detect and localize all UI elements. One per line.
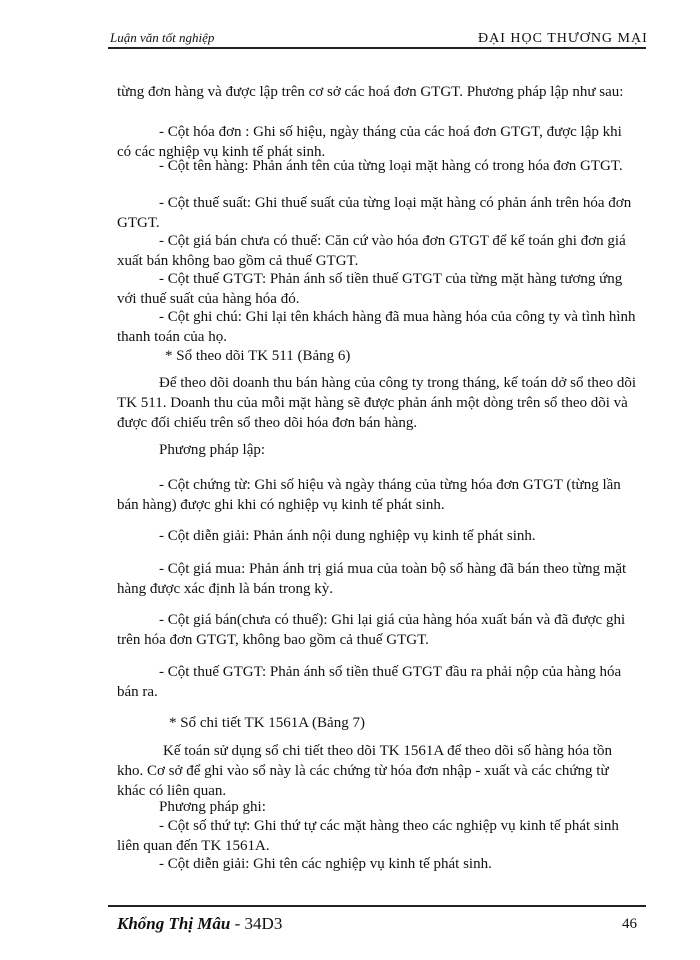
header-divider [108,47,646,49]
paragraph-purchase-price-column: - Cột giá mua: Phản ánh trị giá mua của toàn bộ số hàng đã bán theo từng mặt hàng được xác định là bán trong kỳ. [117,561,627,597]
running-header-university: ĐẠI HỌC THƯƠNG MẠI [478,31,648,46]
paragraph-vat-column: - Cột thuế GTGT: Phản ánh số tiền thuế GTGT của từng mặt hàng tương ứng với thuế suất của hàng hóa đó. [117,271,623,307]
paragraph-explanation-column-2: - Cột diễn giải: Ghi tên các nghiệp vụ kinh tế phát sinh. [159,856,492,872]
footer-author [117,914,282,934]
paragraph-method-intro: từng đơn hàng và được lập trên cơ sở các hoá đơn GTGT. Phương pháp lập như sau: [117,84,624,100]
paragraph-output-vat-column: - Cột thuế GTGT: Phản ánh số tiền thuế GTGT đầu ra phải nộp của hàng hóa bán ra. [117,664,622,700]
paragraph-selling-price-column: - Cột giá bán(chưa có thuế): Ghi lại giá của hàng hóa xuất bán và đã được ghi trên hóa đơn GTGT, không bao gồm cả thuế GTGT. [117,612,626,648]
paragraph-item-name-column: - Cột tên hàng: Phản ánh tên của từng loại mặt hàng có trong hóa đơn GTGT. [159,158,623,174]
paragraph-recording-method: Phương pháp ghi: [159,799,266,815]
footer-divider [108,905,646,907]
paragraph-note-column: - Cột ghi chú: Ghi lại tên khách hàng đã mua hàng hóa của công ty và tình hình thanh toán của họ. [117,309,636,345]
paragraph-serial-number-column: - Cột số thứ tự: Ghi thứ tự các mặt hàng theo các nghiệp vụ kinh tế phát sinh liên quan đến TK 1561A. [117,818,619,854]
author-name: Khổng Thị Mâu [117,914,231,933]
paragraph-method-heading: Phương pháp lập: [159,442,266,458]
paragraph-tax-rate-column: - Cột thuế suất: Ghi thuế suất của từng loại mặt hàng có phản ánh trên hóa đơn GTGT. [117,195,632,231]
paragraph-tk-1561a-description: Kế toán sử dụng sổ chi tiết theo dõi TK 1561A để theo dõi số hàng hóa tồn kho. Cơ sở để ghi vào sổ này là các chứng từ hóa đơn nhập - xuất và các chứng từ khác có liên quan. [117,743,613,799]
heading-tk-511: * Sổ theo dõi TK 511 (Bảng 6) [165,348,351,364]
paragraph-explanation-column: - Cột diễn giải: Phản ánh nội dung nghiệp vụ kinh tế phát sinh. [159,528,536,544]
running-header-title: Luận văn tốt nghiệp [110,30,215,45]
author-class: - 34D3 [234,914,283,933]
heading-tk-1561a: * Sổ chi tiết TK 1561A (Bảng 7) [169,715,365,731]
paragraph-invoice-column: - Cột hóa đơn : Ghi số hiệu, ngày tháng của các hoá đơn GTGT, được lập khi có các nghiệp vụ kinh tế phát sinh. [117,124,622,160]
paragraph-pre-tax-price-column: - Cột giá bán chưa có thuế: Căn cứ vào hóa đơn GTGT để kế toán ghi đơn giá xuất bán không bao gồm cả thuế GTGT. [117,233,626,269]
paragraph-document-column: - Cột chứng từ: Ghi số hiệu và ngày tháng của từng hóa đơn GTGT (từng lần bán hàng) được ghi khi có nghiệp vụ kinh tế phát sinh. [117,477,621,513]
page-number: 46 [622,916,637,932]
paragraph-tk-511-description: Để theo dõi doanh thu bán hàng của công ty trong tháng, kế toán dở sổ theo dõi TK 511. Doanh thu của mỗi mặt hàng sẽ được phản ánh một dòng trên sổ theo dõi và được đối chiếu trên sổ theo dõi hóa đơn bán hàng. [117,375,636,431]
